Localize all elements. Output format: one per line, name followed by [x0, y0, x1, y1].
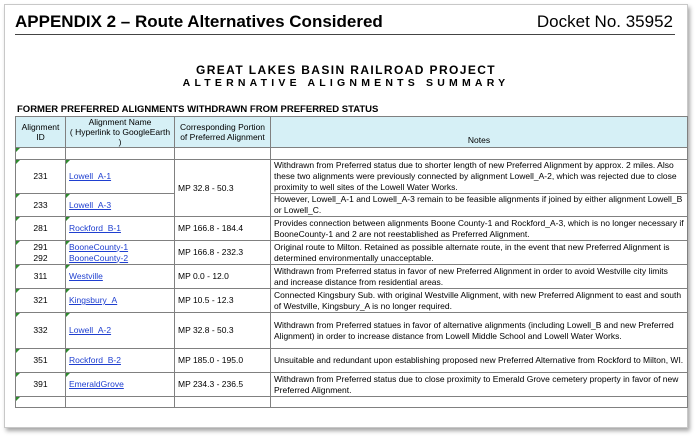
- appendix-title: APPENDIX 2 – Route Alternatives Considered: [15, 12, 383, 31]
- alignment-id-pair: [16, 241, 66, 265]
- alignment-link-text[interactable]: Lowell_A-1: [69, 171, 112, 181]
- alignments-table: [15, 116, 688, 408]
- notes-cell: Unsuitable and redundant upon establishing proposed new Preferred Alternative from Rockford to Milton, WI.: [271, 349, 688, 373]
- table-cell: [66, 148, 175, 160]
- table-cell: [175, 148, 271, 160]
- alignment-id: 311: [16, 265, 66, 289]
- alignment-link-text[interactable]: BooneCounty-1: [69, 241, 129, 252]
- corresponding-portion: MP 0.0 - 12.0: [175, 265, 271, 289]
- table-cell: [16, 397, 66, 408]
- alignment-name-link[interactable]: [66, 373, 175, 397]
- notes-cell: Withdrawn from Preferred status in favor of new Preferred Alignment in order to avoid Westville city limits and increase distance from residential areas.: [271, 265, 688, 289]
- table-row: [16, 313, 688, 349]
- table-cell: [271, 148, 688, 160]
- alignment-id: 233: [16, 194, 66, 217]
- table-row: [16, 349, 688, 373]
- corresponding-portion: MP 32.8 - 50.3: [175, 313, 271, 349]
- alignment-id: 391: [16, 373, 66, 397]
- alignment-id: 231: [16, 160, 66, 194]
- alignment-name-pair: [66, 241, 175, 265]
- alignment-name-link[interactable]: [69, 242, 171, 253]
- table-row: [16, 241, 688, 265]
- notes-cell: Withdrawn from Preferred status due to shorter length of new Preferred Alignment by approx. 2 miles. Also these two alignments were previously connected by alignment Lowell_A-2, which was rejected due to close proximity to well sites of the Lowell Water Works.: [271, 160, 688, 194]
- header-id-line2: ID: [36, 132, 45, 142]
- section-title: FORMER PREFERRED ALIGNMENTS WITHDRAWN FROM PREFERRED STATUS: [17, 104, 379, 115]
- corresponding-portion: MP 10.5 - 12.3: [175, 289, 271, 313]
- notes-cell: Original route to Milton. Retained as possible alternate route, in the event that new Preferred Alignment is determined environmentally unacceptable.: [271, 241, 688, 265]
- table-cell: [271, 397, 688, 408]
- alignment-link-text[interactable]: Lowell_A-3: [69, 199, 112, 210]
- alignment-id: 281: [16, 217, 66, 241]
- corresponding-portion: MP 166.8 - 232.3: [175, 241, 271, 265]
- header-notes: [271, 117, 688, 148]
- header-corresponding-portion: [175, 117, 271, 148]
- table-spacer-row: [16, 397, 688, 408]
- corresponding-portion: MP 32.8 - 50.3: [175, 160, 271, 217]
- notes-cell: Provides connection between alignments Boone County-1 and Rockford_A-3, which is no longer necessary if BooneCounty-1 and 2 are not reestablished as Preferred Alignment.: [271, 217, 688, 241]
- notes-cell: However, Lowell_A-1 and Lowell_A-3 remain to be feasible alignments if joined by either alignment Lowell_B or Lowell_C.: [271, 194, 688, 217]
- alignment-link-text[interactable]: Kingsbury_A: [69, 295, 118, 305]
- alignment-link-text[interactable]: Rockford_B-1: [69, 223, 121, 233]
- alignment-link-text[interactable]: EmeraldGrove: [69, 379, 124, 389]
- header-name-line2: ( Hyperlink to GoogleEarth ): [69, 127, 171, 147]
- alignment-link-text[interactable]: Westville: [69, 271, 103, 281]
- project-title: GREAT LAKES BASIN RAILROAD PROJECT: [195, 63, 497, 77]
- header-id-line1: Alignment: [21, 122, 60, 132]
- alignment-name-link[interactable]: [66, 194, 175, 217]
- table-cell: [16, 148, 66, 160]
- table-row: [16, 160, 688, 194]
- alignment-link-text[interactable]: Lowell_A-2: [69, 325, 112, 335]
- alignment-name-link[interactable]: [66, 313, 175, 349]
- table-row: [16, 217, 688, 241]
- alignment-id: 292: [33, 252, 48, 263]
- alignment-link-text[interactable]: BooneCounty-2: [69, 252, 129, 263]
- document-page: [4, 4, 688, 428]
- alignment-name-link[interactable]: [66, 265, 175, 289]
- alignment-name-link[interactable]: [66, 289, 175, 313]
- table-row: [16, 194, 688, 217]
- table-cell: [66, 397, 175, 408]
- alignment-id: 321: [16, 289, 66, 313]
- table-cell: [175, 397, 271, 408]
- alignment-name-link[interactable]: [69, 253, 171, 264]
- alignment-id: 332: [16, 313, 66, 349]
- header-name-line1: Alignment Name: [88, 117, 152, 127]
- table-header-row: [16, 117, 688, 148]
- corresponding-portion: MP 234.3 - 236.5: [175, 373, 271, 397]
- alignment-name-link[interactable]: [66, 217, 175, 241]
- notes-cell: Withdrawn from Preferred status due to close proximity to Emerald Grove cemetery property in favor of new Preferred Alignment.: [271, 373, 688, 397]
- table-row: [16, 373, 688, 397]
- table-row: [16, 289, 688, 313]
- alignment-id: 351: [16, 349, 66, 373]
- notes-cell: Connected Kingsbury Sub. with original Westville Alignment, with new Preferred Alignment to east and south of Westville, Kingsbury_A is no longer required.: [271, 289, 688, 313]
- corresponding-portion: MP 166.8 - 184.4: [175, 217, 271, 241]
- alignment-id: 291: [33, 241, 48, 252]
- header-mp-line1: Corresponding Portion: [179, 122, 266, 132]
- table-spacer-row: [16, 148, 688, 160]
- alignment-name-link[interactable]: [66, 160, 175, 194]
- corresponding-portion: MP 185.0 - 195.0: [175, 349, 271, 373]
- header-alignment-id: [16, 117, 66, 148]
- header-notes-label: Notes: [467, 135, 491, 145]
- header-divider: [15, 34, 675, 35]
- project-subtitle: ALTERNATIVE ALIGNMENTS SUMMARY: [182, 77, 510, 89]
- table-row: [16, 265, 688, 289]
- header-alignment-name: [66, 117, 175, 148]
- notes-cell: Withdrawn from Preferred statues in favor of alternative alignments (including Lowell_B and new Preferred Alignment) in order to increase distance from Lowell Middle School and Lowell Water Works.: [271, 313, 688, 349]
- header-mp-line2: of Preferred Alignment: [180, 132, 265, 142]
- alignment-name-link[interactable]: [66, 349, 175, 373]
- docket-number: Docket No. 35952: [536, 12, 673, 31]
- alignment-link-text[interactable]: Rockford_B-2: [69, 355, 121, 365]
